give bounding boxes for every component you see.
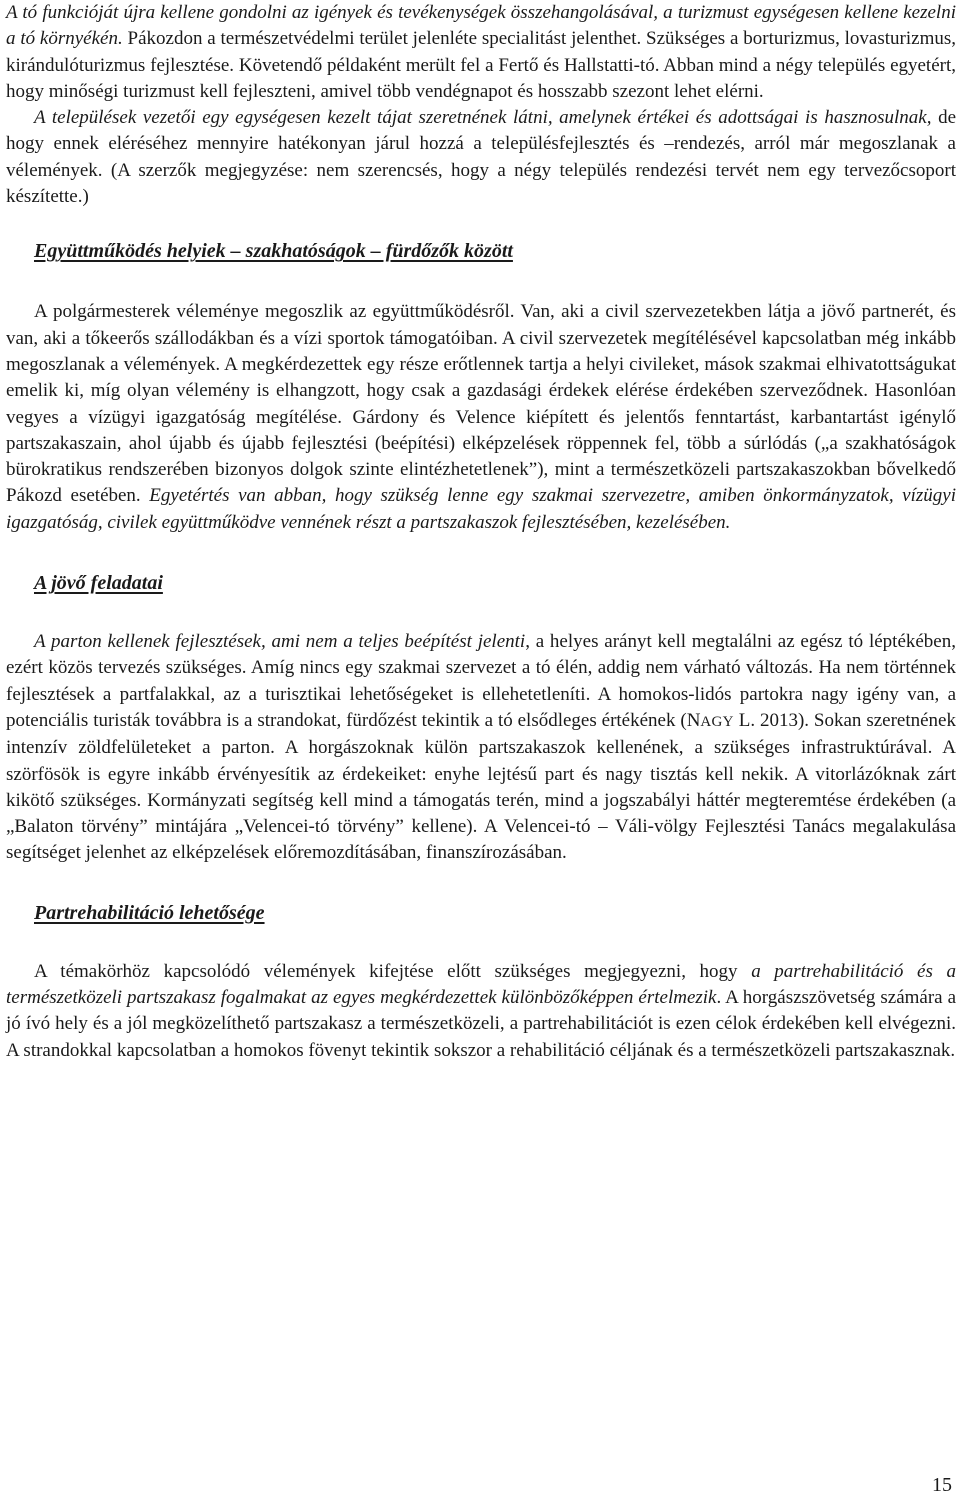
citation-smallcaps: AGY [700,713,734,730]
section-heading-cooperation: Együttműködés helyiek – szakhatóságok – fürdőzők között [34,240,513,263]
paragraph-4 [6,629,956,867]
paragraph-4-italic: A parton kellenek fejlesztések, ami nem a teljes beépítést jelenti [34,631,526,653]
paragraph-4-text-b: L. 2013). Sokan szeretnének intenzív zöldfelületeket a parton. A horgászoknak külön partszakaszok kellenének, a szükséges infrastruktúrával. A szörfösök is egyre inkább érvényesítik az érdekeiket: enyhe lejtésű part és nagy tisztás kell nekik. A vitorlázóknak zárt kikötő szükséges. Kormányzati segítség kell mind a támogatás terén, mind a jogszabályi háttér megteremtése érdekében (a „Balaton törvény” mintájára „Velencei-tó törvény” kellene). A Velencei-tó – Váli-völgy Fejlesztési Tanács megalakulása segítséget jelenhet az elképzelések előremozdításában, finanszírozásában. [6,709,956,864]
paragraph-5-text-a: A témakörhöz kapcsolódó vélemények kifejtése előtt szükséges megjegyezni, hogy [34,960,752,982]
paragraph-2 [6,105,956,210]
document-page [6,0,956,1064]
paragraph-4-text-a: , a helyes arányt kell megtalálni az egész tó léptékében, ezért közös tervezés szükséges. Amíg nincs egy szakmai szervezet a tó élén, addig nem várható változás. Ha nem történnek fejlesztések a partfalakkal, az a turisztikai lehetőségeket is ellehetetleníti. A homokos-lidós partokra nagy igény van, a potenciális turisták továbbra is a strandokat, fürdőzést tekintik a tó elsődleges értékének (N [6,631,956,731]
paragraph-3-text: A polgármesterek véleménye megoszlik az együttműködésről. Van, aki a civil szervezetekben látja a jövő partnerét, és van, aki a tőkeerős szállodákban és a vízi sportok támogatóiban. A civil szervezetek megítélésével kapcsolatban még inkább megoszlanak a vélemények. A megkérdezettek egy része erőtlennek tartja a helyi civileket, mások szakmai elhivatottságukat emelik ki, míg olyan vélemény is elhangzott, hogy csak a gazdasági érdekek elérése érdekében szerveződnek. Hasonlóan vegyes a vízügyi igazgatóság megítélése. Gárdony és Velence kiépített és jelentős fenntartást, karbantartást igénylő partszakaszain, ahol újabb és újabb fejlesztési (beépítési) elképzelések röppennek fel, több a súrlódás („a szakhatóságok bürokratikus rendszerében bizonyos dolgok szinte elintézhetetlenek”), mint a természetközeli partszakaszokban bővelkedő Pákozd esetében. [6,301,956,507]
paragraph-2-text: de hogy ennek eléréséhez mennyire hatékonyan járul hozzá a településfejlesztés és –rendezés, arról már megoszlanak a vélemények. (A szerzők megjegyzése: nem szerencsés, hogy a négy település rendezési tervét nem egy tervezőcsoport készítette.) [6,107,956,208]
paragraph-2-italic: A települések vezetői egy egységesen kezelt tájat szeretnének látni, amelynek értékei és adottságai is hasznosulnak, [34,107,932,129]
paragraph-3 [6,299,956,536]
section-heading-future-tasks: A jövő feladatai [34,572,163,595]
paragraph-1-text: Pákozdon a természetvédelmi terület jelenléte specialitást jelenthet. Szükséges a borturizmus, lovasturizmus, kirándulóturizmus fejlesztése. Követendő példaként merült fel a Fertő és Hallstatti-tó. Abban mind a négy település egyetért, hogy minőségi turizmust kell fejleszteni, amivel több vendégnapot és hosszabb szezont lehet elérni. [6,28,956,102]
paragraph-1-italic: A tó funkcióját újra kellene gondolni az igények és tevékenységek összehangolásával, a turizmust egységesen kellene kezelni a tó környékén. [6,2,956,50]
paragraph-5-text-b: . A horgászszövetség számára a jó ívó hely és a jól megközelíthető partszakasz a természetközeli, a partrehabilitációt is ezen célok érdekében kell elvégezni. A strandokkal kapcsolatban a homokos fövenyt tekintik sokszor a rehabilitáció céljának és a természetközeli partszakasznak. [6,987,956,1061]
paragraph-3-italic: Egyetértés van abban, hogy szükség lenne egy szakmai szervezetre, amiben önkormányzatok, vízügyi igazgatóság, civilek együttműködve vennének részt a partszakaszok fejlesztésében, kezelésében. [6,485,956,533]
paragraph-5 [6,959,956,1064]
page-number: 15 [932,1474,952,1496]
paragraph-5-italic: a partrehabilitáció és a természetközeli partszakasz fogalmakat az egyes megkérdezettek különbözőképpen értelmezik [6,960,956,1009]
paragraph-1 [6,0,956,105]
section-heading-shore-rehabilitation: Partrehabilitáció lehetősége [34,901,265,924]
